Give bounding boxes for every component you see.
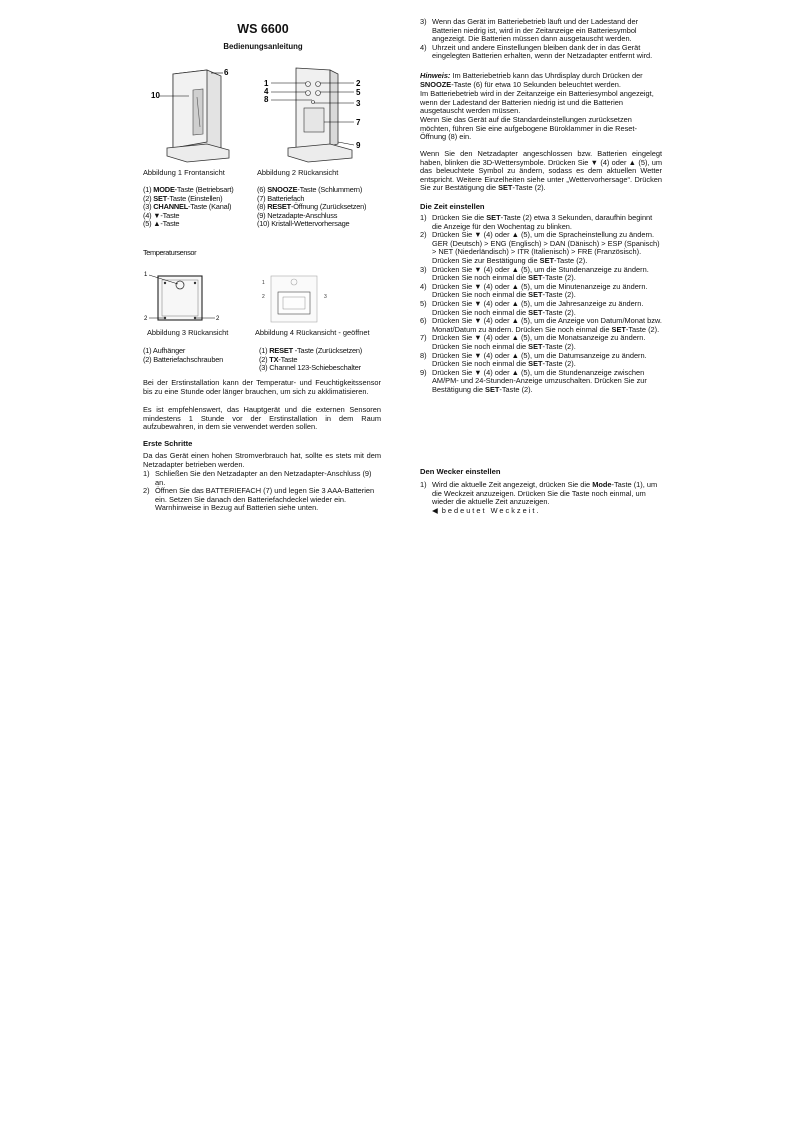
erste-schritte-item [143,470,381,487]
zeit-num: 9) [420,367,427,377]
front-label-6: 6 [224,68,229,77]
sensor-legend-right-num: (3) [259,363,270,373]
legend-right-item [257,220,387,229]
legend-right-text: -Taste (Schlummern) [297,185,363,194]
weather-set: SET [498,183,513,193]
legend-left-bold: ▼ [153,210,161,220]
sensor-legend-left [143,347,255,364]
right-top-text: Uhrzeit und andere Einstellungen bleiben dank der in das Gerät eingelegten Batterien erhalten, wenn der Netzadapter entfernt wird. [432,42,653,61]
sensor-legend-right-text: Channel 123-Schiebeschalter [269,363,361,373]
document-title: WS 6600 [237,22,289,36]
legend-left-bold: CHANNEL [153,202,189,212]
zeit-text: Drücken Sie ▼ (4) oder ▲ (5), um die Monatsanzeige zu ändern. Drücken Sie noch einmal die SET-Taste (2). [432,333,646,351]
legend-left [143,186,255,229]
legend-right-num: (9) [257,210,268,220]
zeit-num: 6) [420,316,427,326]
sensor-back-figure [143,268,243,326]
back-label-4: 4 [264,87,269,96]
intro-paragraph-1: Bei der Erstinstallation kann der Temperatur- und Feuchtigkeitssensor bis zu eine Stunde oder länger brauchen, um sich zu akklimatisieren. [143,378,381,396]
legend-left-item [143,220,255,229]
legend-left-bold: ▲ [153,219,161,229]
intro-paragraph-2: Es ist empfehlenswert, das Hauptgerät und die externen Sensoren mindestens 1 Stunde vor der Erstinstallation in dem Raum aufzubewahren, in dem sie verwendet werden sollen. [143,405,381,432]
right-top-num: 3) [420,17,427,26]
legend-right-bold: RESET [267,202,291,212]
hinweis-snooze: SNOOZE [420,79,452,89]
legend-right-text: Kristall-Wettervorhersage [271,219,350,229]
right-top-text: Wenn das Gerät im Batteriebetrieb läuft und der Ladestand der Batterien niedrig ist, wird in der Zeitanzeige ein Batteriesymbol angezeigt. Die Batterien müssen dann ausgetauscht werden. [432,17,639,44]
erste-schritte-heading: Erste Schritte [143,439,193,448]
legend-left-num: (5) [143,219,154,229]
alarm-bell-icon: ◀ [432,506,438,515]
zeit-num: 5) [420,298,427,308]
zeit-text: Drücken Sie die SET-Taste (2) etwa 3 Sekunden, daraufhin beginnt die Anzeige für den Wochentag zu blinken. [432,213,653,231]
sensor-open-figure [258,274,358,326]
legend-right-num: (7) [257,193,268,203]
back-label-2: 2 [356,79,361,88]
zeit-num: 4) [420,281,427,291]
sensor-open-label-3: 3 [324,294,327,300]
legend-right-num: (10) [257,219,272,229]
legend-left-num: (4) [143,210,154,220]
erste-schritte-text: Öffnen Sie das BATTERIEFACH (7) und legen Sie 3 AAA-Batterien ein. Setzen Sie danach den Batteriefachdeckel wieder ein. Warnhinweise in Bezug auf Batterien siehe unten. [155,486,375,513]
sensor-legend-right-item [259,364,389,373]
zeit-item [420,352,662,369]
sensor-title: Temperatursensor [143,248,197,257]
legend-left-text: -Taste [160,219,180,229]
legend-right-num: (8) [257,202,268,212]
figure-1-caption: Abbildung 1 Frontansicht [143,168,225,177]
front-view-figure [145,62,245,166]
alarm-note-text: bedeutet Weckzeit. [441,506,541,515]
zeit-item [420,283,662,300]
sensor-legend-right-num: (1) [259,346,270,355]
back-label-5: 5 [356,88,361,97]
front-label-10: 10 [151,91,160,100]
zeit-list [420,214,662,394]
battery-paragraph: Im Batteriebetrieb wird in der Zeitanzeige ein Batteriesymbol angezeigt, wenn der Ladestand der Batterien niedrig ist und die Batterien ausgetauscht werden müssen. [420,89,654,116]
sensor-legend-right-text: -Taste [278,354,298,364]
sensor-back-label-1: 1 [144,272,148,278]
erste-schritte-item [143,487,381,513]
document-subtitle: Bedienungsanleitung [223,42,303,51]
erste-schritte-list [143,470,381,513]
hinweis-label: Hinweis: [420,71,451,80]
reset-paragraph: Wenn Sie das Gerät auf die Standardeinstellungen zurücksetzen möchten, führen Sie eine aufgebogene Büroklammer in die Reset-Öffnung (8) ein. [420,115,637,142]
zeit-heading: Die Zeit einstellen [420,202,485,211]
zeit-text: Drücken Sie ▼ (4) oder ▲ (5), um die Stundenanzeige zu ändern. Drücken Sie noch einmal die SET-Taste (2). [432,264,649,283]
zeit-text: Drücken Sie ▼ (4) oder ▲ (5), um die Stundenanzeige zwischen AM/PM- und 24-Stunden-Anzeige umzuschalten. Drücken Sie zur Bestätigung die SET-Taste (2). [432,367,647,394]
zeit-item [420,300,662,317]
sensor-legend-left-num: (1) [143,346,153,355]
sensor-open-label-2: 2 [262,294,265,300]
legend-left-text: -Taste (Betriebsart) [174,185,234,194]
weather-text-b: -Taste (2). [512,183,546,193]
sensor-legend-right-text: -Taste (Zurücksetzen) [292,346,363,355]
legend-left-num: (2) [143,193,154,203]
legend-right-text: Netzadapte-Anschluss [267,210,338,220]
erste-schritte-intro: Da das Gerät einen hohen Stromverbrauch hat, sollte es stets mit dem Netzadapter betrieben werden. [143,451,381,469]
back-label-7: 7 [356,118,361,127]
legend-left-num: (3) [143,202,154,212]
hinweis-text-a: Im Batteriebetrieb kann das Uhrdisplay durch Drücken der [450,71,643,80]
zeit-num: 3) [420,264,427,274]
zeit-item [420,369,662,395]
legend-left-text: -Taste (Einstellen) [167,193,223,203]
figure-4-caption: Abbildung 4 Rückansicht - geöffnet [255,328,370,337]
sensor-legend-right-num: (2) [259,354,270,364]
back-label-8: 8 [264,95,269,104]
erste-schritte-num: 1) [143,469,150,478]
sensor-legend-left-text: Aufhänger [152,346,186,355]
right-top-list [420,18,662,61]
wecker-num: 1) [420,480,427,489]
wecker-heading: Den Wecker einstellen [420,467,501,476]
legend-right-bold: SNOOZE [267,185,298,194]
weather-paragraph [420,150,662,193]
back-label-3: 3 [356,99,361,108]
legend-left-text: -Taste [160,210,180,220]
hinweis-text-b: -Taste (6) für etwa 10 Sekunden beleuchtet werden. [451,79,621,89]
sensor-legend-left-num: (2) [143,354,154,364]
zeit-num: 2) [420,230,427,240]
legend-left-text: -Taste (Kanal) [188,202,232,212]
back-view-figure [262,62,372,166]
sensor-back-label-2a: 2 [144,316,148,322]
sensor-legend-left-text: Batteriefachschrauben [153,354,224,364]
figure-2-caption: Abbildung 2 Rückansicht [257,168,339,177]
legend-left-bold: SET [153,193,168,203]
zeit-text: Drücken Sie ▼ (4) oder ▲ (5), um die Spracheinstellung zu ändern. GER (Deutsch) > ENG (Englisch) > DAN (Dänisch) > ESP (Spanisch) > NET (Niederländisch) > ITR (Italienisch) > FRE (Französisch). Drücken Sie zur Bestätigung die SET-Taste (2). [432,230,660,265]
zeit-item [420,214,662,231]
erste-schritte-num: 2) [143,486,150,496]
zeit-num: 8) [420,350,427,360]
legend-left-bold: MODE [153,185,175,194]
legend-right-num: (6) [257,185,268,194]
zeit-text: Drücken Sie ▼ (4) oder ▲ (5), um die Anzeige von Datum/Monat bzw. Monat/Datum zu ändern. Drücken Sie noch einmal die SET-Taste (2). [432,316,662,334]
zeit-item [420,231,662,265]
sensor-legend-right-bold: TX [269,354,279,364]
sensor-open-label-1: 1 [262,280,265,286]
back-label-1: 1 [264,79,269,88]
alarm-note [432,507,540,516]
legend-right-text: Batteriefach [267,193,305,203]
erste-schritte-text: Schließen Sie den Netzadapter an den Netzadapter-Anschluss (9) an. [155,469,372,487]
right-top-item [420,18,662,44]
legend-left-num: (1) [143,185,154,194]
right-top-item [420,44,662,61]
sensor-back-label-2b: 2 [216,316,220,322]
zeit-item [420,334,662,351]
zeit-num: 1) [420,213,427,222]
wecker-item [420,481,662,507]
right-top-num: 4) [420,42,427,52]
legend-right [257,186,387,229]
zeit-text: Drücken Sie ▼ (4) oder ▲ (5), um die Minutenanzeige zu ändern. Drücken Sie noch einmal die SET-Taste (2). [432,281,648,300]
figure-3-caption: Abbildung 3 Rückansicht [147,328,229,337]
zeit-text: Drücken Sie ▼ (4) oder ▲ (5), um die Datumsanzeige zu ändern. Drücken Sie noch einmal die SET-Taste (2). [432,350,647,369]
zeit-item [420,317,662,334]
sensor-legend-right [259,347,389,373]
wecker-list [420,481,662,507]
legend-right-text: -Öffnung (Zurücksetzen) [290,202,367,212]
hinweis-paragraph [420,72,662,89]
zeit-num: 7) [420,333,427,343]
weather-text-a: Wenn Sie den Netzadapter angeschlossen bzw. Batterien eingelegt haben, blinken die 3D-Wettersymbole. Drücken Sie ▼ (4) oder ▲ (5), um das beleuchtete Symbol zu ändern, sodass es dem aktuellen Wetter entspricht. Weitere Einzelheiten siehe unter „Wettervorhersage“. Drücken Sie zur Bestätigung die [420,149,662,193]
wecker-text: Wird die aktuelle Zeit angezeigt, drücken Sie die Mode-Taste (1), um die Weckzeit anzuzeigen. Drücken Sie die Taste noch einmal, um wieder die aktuelle Zeit anzuzeigen. [432,480,658,507]
back-label-9: 9 [356,141,361,150]
sensor-legend-right-bold: RESET [269,346,293,355]
sensor-legend-left-item [143,356,255,365]
zeit-text: Drücken Sie ▼ (4) oder ▲ (5), um die Jahresanzeige zu ändern. Drücken Sie noch einmal die SET-Taste (2). [432,298,644,317]
zeit-item [420,266,662,283]
